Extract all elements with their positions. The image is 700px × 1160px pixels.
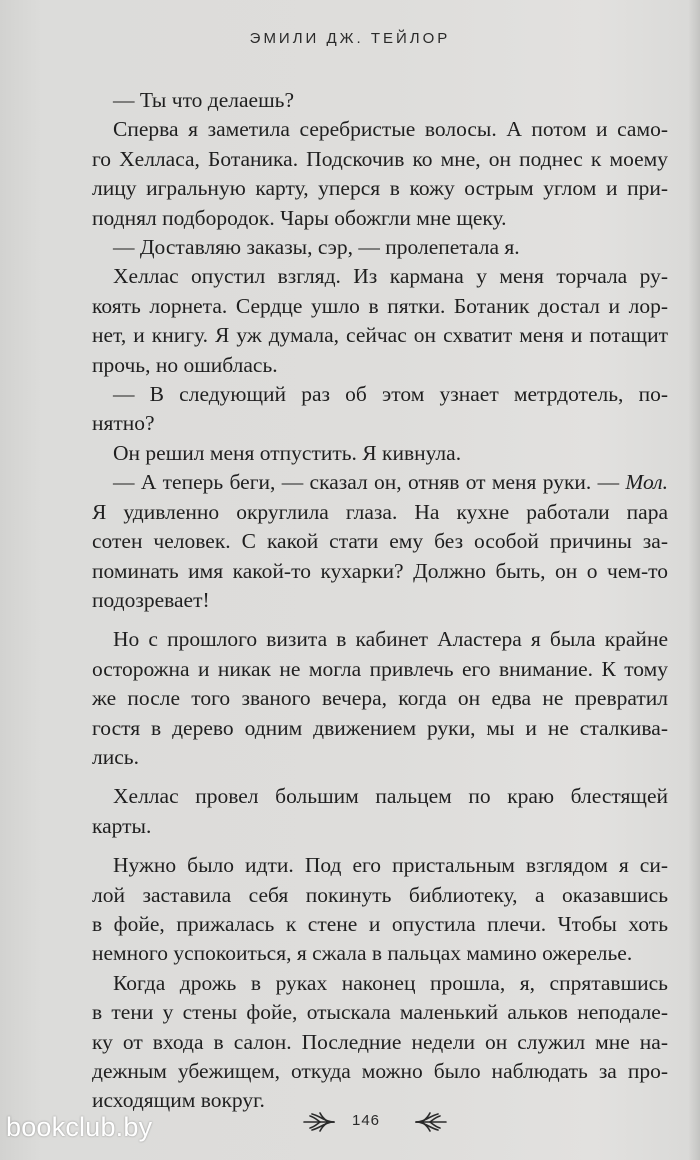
text-line: же после того званого вечера, когда он едва не превратил xyxy=(92,686,668,711)
text-line: нятно? xyxy=(92,411,155,436)
left-ornament-icon xyxy=(300,1110,336,1134)
body-text xyxy=(92,86,668,1116)
text-line: дежным убежищем, откуда можно было наблюдать за про- xyxy=(92,1059,668,1083)
text-line: осторожна и никак не могла привлечь его внимание. К тому xyxy=(92,656,668,681)
text-line: Нужно было идти. Под его пристальным взглядом я си- xyxy=(113,853,668,878)
text-line: Но с прошлого визита в кабинет Аластера я была крайне xyxy=(113,627,668,652)
text-line: — В следующий раз об этом узнает метрдотель, по- xyxy=(113,382,668,407)
text-line: лой заставила себя покинуть библиотеку, а оказавшись xyxy=(92,882,668,907)
text-line: гостя в дерево одним движением руки, мы и не сталкива- xyxy=(92,715,668,740)
text-line: Сперва я заметила серебристые волосы. А потом и само- xyxy=(113,117,668,142)
text-line: Я удивленно округлила глаза. На кухне работали пара xyxy=(92,499,668,524)
text-line: Хеллас провел большим пальцем по краю блестящей xyxy=(113,784,668,809)
text-line: ку от входа в салон. Последние недели он служил мне на- xyxy=(92,1029,668,1054)
text-line: коять лорнета. Сердце ушло в пятки. Ботаник достал и лор- xyxy=(92,293,668,318)
text-line: в фойе, прижалась к стене и опустила плечи. Чтобы хоть xyxy=(92,911,668,936)
text-line: — Доставляю заказы, сэр, — пролепетала я. xyxy=(113,235,520,260)
page-edge-shadow xyxy=(688,0,700,1160)
text-line: карты. xyxy=(92,813,152,838)
running-header: ЭМИЛИ ДЖ. ТЕЙЛОР xyxy=(249,30,451,47)
text-line: в тени у стены фойе, отыскала маленький альков неподале- xyxy=(92,1000,668,1025)
text-line: Он решил меня отпустить. Я кивнула. xyxy=(113,440,462,465)
text-line: поминать имя какой-то кухарки? Должно быть, он о чем-то xyxy=(92,558,668,583)
text-line: го Хелласа, Ботаника. Подскочив ко мне, он поднес к моему xyxy=(92,146,668,171)
page-number: 146 xyxy=(351,1112,381,1129)
text-line: — А теперь беги, — сказал он, отняв от меня руки. — Мол. xyxy=(113,470,668,495)
text-line: прочь, но ошиблась. xyxy=(92,352,278,377)
text-line: немного успокоиться, я сжала в пальцах мамино ожерелье. xyxy=(92,941,633,966)
right-ornament-icon xyxy=(414,1110,450,1134)
text-line: исходящим вокруг. xyxy=(92,1088,265,1113)
text-line: сотен человек. С какой стати ему без особой причины за- xyxy=(92,529,668,554)
italic-name: Мол. xyxy=(625,470,668,495)
text-line: — Ты что делаешь? xyxy=(113,88,295,112)
text-line: поднял подбородок. Чары обожгли мне щеку. xyxy=(92,205,507,230)
text-line: подозревает! xyxy=(92,587,210,612)
text-line: лись. xyxy=(92,744,139,769)
watermark: bookclub.by xyxy=(6,1112,153,1142)
text-line: лицу игральную карту, уперся в кожу острым углом и при- xyxy=(92,176,668,201)
text-line: Хеллас опустил взгляд. Из кармана у меня торчала ру- xyxy=(113,264,668,289)
text-line: нет, и книгу. Я уж думала, сейчас он схватит меня и потащит xyxy=(92,323,668,348)
text-line: Когда дрожь в руках наконец прошла, я, спрятавшись xyxy=(113,970,668,995)
